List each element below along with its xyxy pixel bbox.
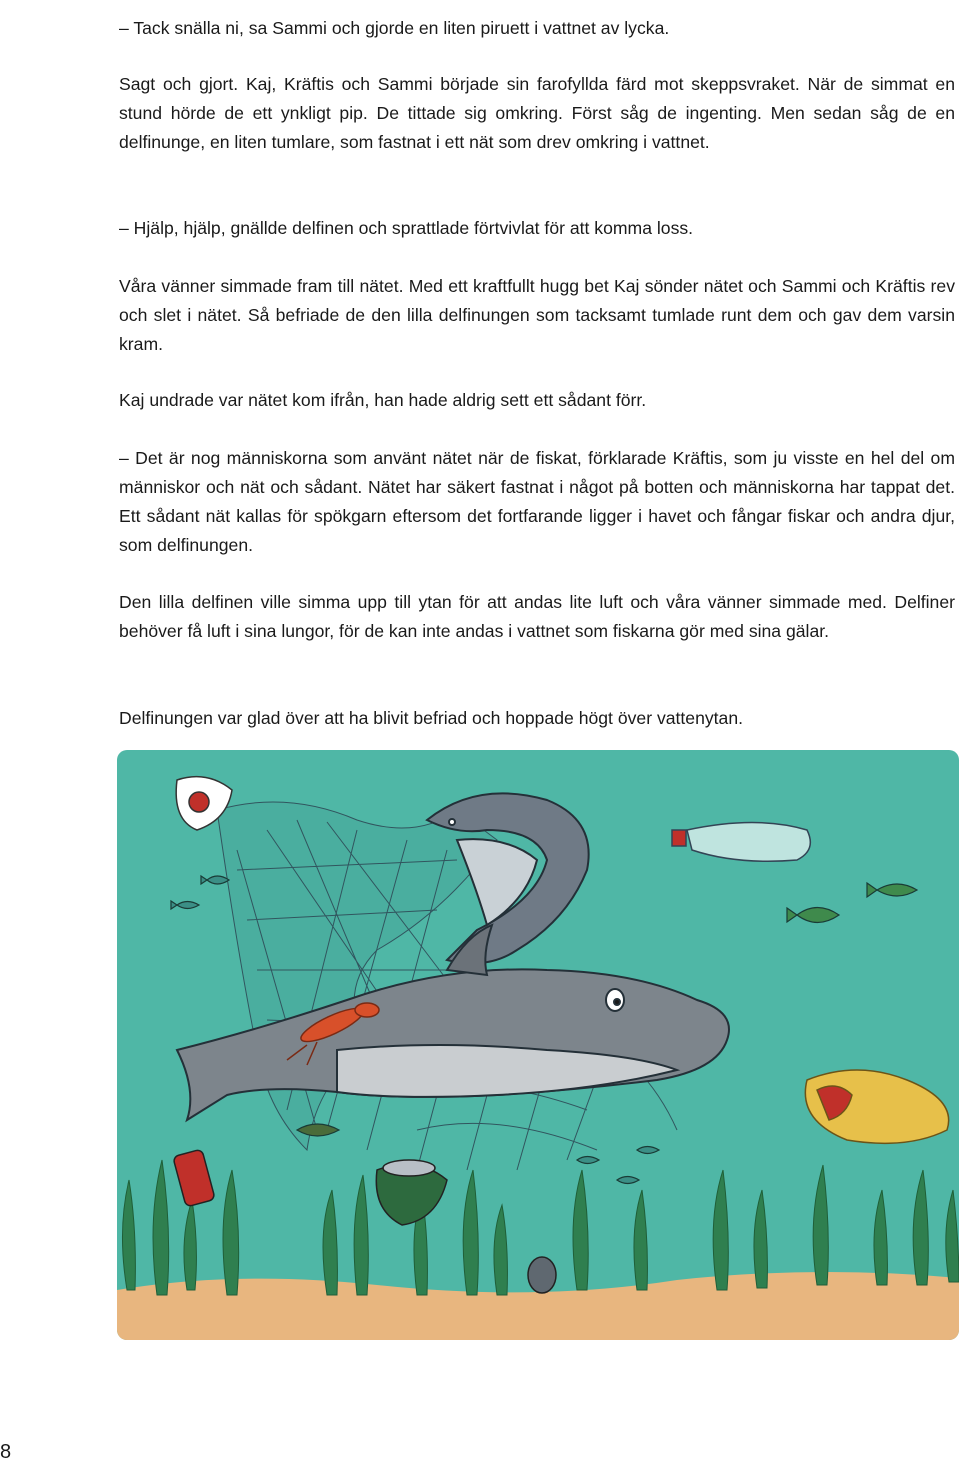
paragraph-7: Den lilla delfinen ville simma upp till ytan för att andas lite luft och våra vänner simmade med. Delfiner behöver få luft i sina lungor, för de kan inte andas i vattnet som fiskarna gör med sina gälar. bbox=[119, 591, 955, 641]
paragraph-8: Delfinungen var glad över att ha blivit befriad och hoppade högt över vattenytan. bbox=[119, 707, 744, 728]
underwater-illustration bbox=[117, 750, 959, 1340]
barrel-litter bbox=[528, 1257, 556, 1293]
paragraph-2: Sagt och gjort. Kaj, Kräftis och Sammi började sin farofyllda färd mot skeppsvraket. När de simmat en stund hörde de ett ynkligt pip. De tittade sig omkring. Först såg de ingenting. Men sedan såg de en delfinunge, en liten tumlare, som fastnat i ett nät som drev omkring i vattnet. bbox=[119, 73, 955, 152]
page-number: 8 bbox=[0, 1441, 12, 1463]
paragraph-4: Våra vänner simmade fram till nätet. Med ett kraftfullt hugg bet Kaj sönder nätet och Sammi och Kräftis rev och slet i nätet. Så befriade de den lilla delfinungen som tacksamt tumlade runt dem och gav dem varsin kram. bbox=[119, 275, 955, 354]
underwater-scene bbox=[117, 750, 959, 1340]
paragraph-3: – Hjälp, hjälp, gnällde delfinen och sprattlade förtvivlat för att komma loss. bbox=[119, 217, 694, 238]
paragraph-1: – Tack snälla ni, sa Sammi och gjorde en liten piruett i vattnet av lycka. bbox=[119, 17, 670, 38]
paragraph-5: Kaj undrade var nätet kom ifrån, han hade aldrig sett ett sådant förr. bbox=[119, 389, 647, 410]
paragraph-6: – Det är nog människorna som använt nätet när de fiskat, förklarade Kräftis, som ju visste en hel del om människor och nät och sådant. Nätet har säkert fastnat i något på botten och människorna har tappat det. Ett sådant nät kallas för spökgarn eftersom det fortfarande ligger i havet och fångar fiskar och andra djur, som delfinungen. bbox=[119, 447, 955, 555]
